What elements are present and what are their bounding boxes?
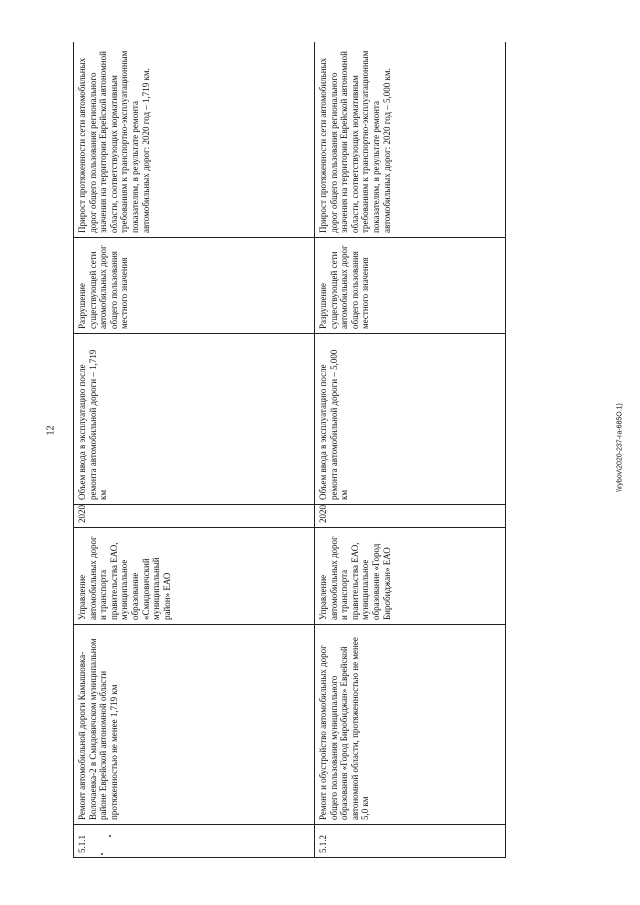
measure-name: Ремонт и обустройство автомобильных дорог общего пользования муниципального образования «Город Биробиджан» Еврейской автономной области, протяженностью не менее 5,0 км — [314, 625, 505, 825]
year: 2020 — [314, 505, 505, 528]
row-number: 5.1.2 — [314, 825, 505, 858]
document-footer-code: \\rybov\2020-237-ra-685О.1) — [616, 403, 624, 492]
measures-table — [73, 42, 506, 858]
consequences: Разрушение существующей сети автомобильных дорог общего пользования местного значения — [74, 238, 315, 334]
page-number: 12 — [45, 425, 57, 436]
table-row — [314, 42, 505, 858]
indicator: Прирост протяженности сети автомобильных дорог общего пользования регионального значения на территории Еврейской автономной области, соответствующих нормативным требованиям к транспортно-эксплуатационным показателям, в результате ремонта автомобильных дорог: 2020 год – 5,000 км. — [314, 42, 505, 238]
executor: Управление автомобильных дорог и транспорта правительства ЕАО, муниципальное образование «Смидовичский муниципальный район» ЕАО — [74, 528, 315, 625]
year: 2020 — [74, 505, 315, 528]
expected-result: Объем ввода в эксплуатацию после ремонта автомобильной дороги – 1,719 км — [74, 334, 315, 505]
consequences: Разрушение существующей сети автомобильных дорог общего пользования местного значения — [314, 238, 505, 334]
table-row — [74, 42, 315, 858]
expected-result: Объем ввода в эксплуатацию после ремонта автомобильной дороги – 5,000 км — [314, 334, 505, 505]
document-table-container — [73, 42, 506, 858]
measure-name: Ремонт автомобильной дороги Камышовка-Волочаевка-2 в Смидовичском муниципальном районе Еврейской автономной области протяженностью не менее 1,719 км — [74, 625, 315, 825]
indicator: Прирост протяженности сети автомобильных дорог общего пользования регионального значения на территории Еврейской автономной области, соответствующих нормативным требованиям к транспортно-эксплуатационным показателям, в результате ремонта автомобильных дорог: 2020 год – 1,719 км. — [74, 42, 315, 238]
executor: Управление автомобильных дорог и транспорта правительства ЕАО, муниципальное образование «Город Биробиджан» ЕАО — [314, 528, 505, 625]
row-number: 5.1.1 — [74, 825, 315, 858]
